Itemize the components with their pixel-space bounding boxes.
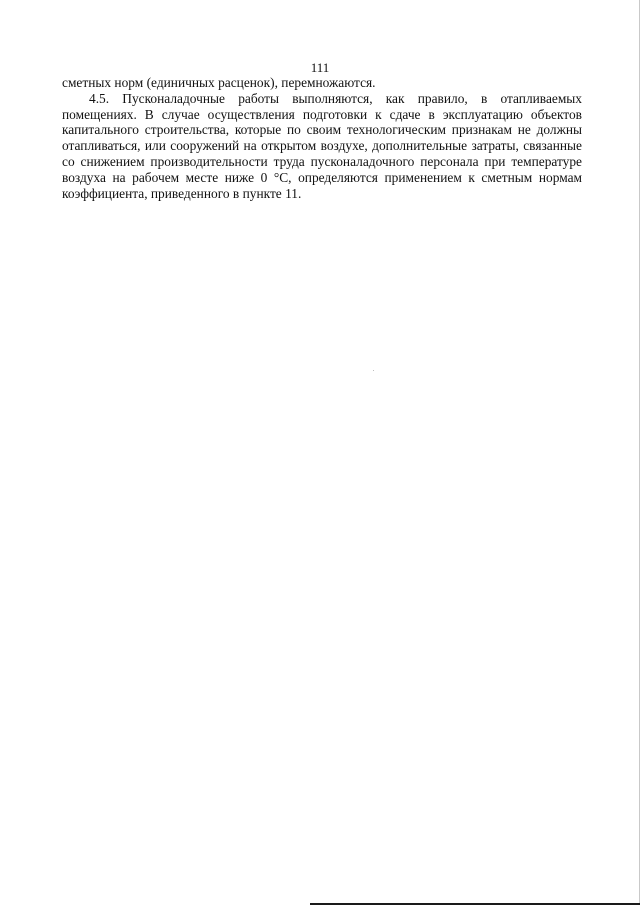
page-number: 111 <box>310 60 330 75</box>
paragraph-4-5: 4.5. Пусконаладочные работы выполняются, как правило, в отапливаемых помещениях. В случае осуществления подготовки к сдаче в эксплуатацию объектов капитального строительства, которые по своим технологическим признакам не должны отапливаться, или сооружений на открытом воздухе, дополнительные затраты, связанные со снижением производительности труда пусконаладочного персонала при температуре воздуха на рабочем месте ниже 0 °С, определяются применением к сметным нормам коэффициента, приведенного в пункте 11. <box>62 90 582 201</box>
continuation-line: сметных норм (единичных расценок), перемножаются. <box>62 75 376 90</box>
scan-speck <box>373 370 374 371</box>
document-body <box>62 75 582 201</box>
